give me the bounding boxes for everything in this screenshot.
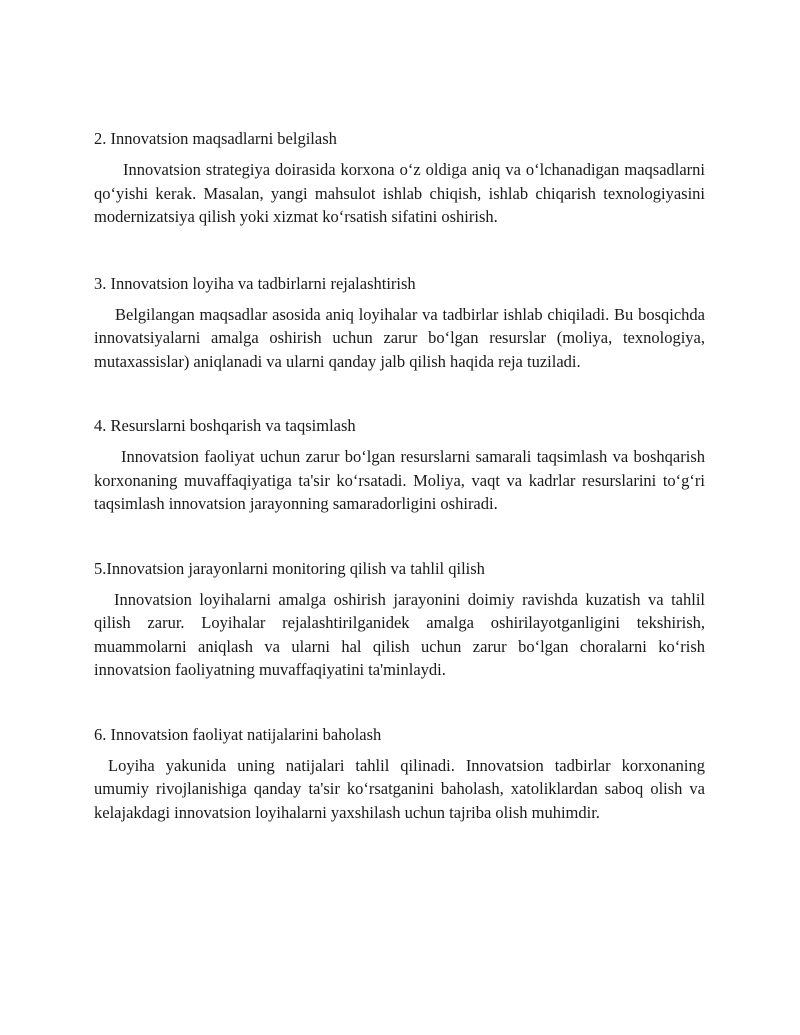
section-monitoring [94, 558, 705, 682]
section-paragraph: Innovatsion strategiya doirasida korxona o‘z oldiga aniq va o‘lchanadigan maqsadlarni qo‘yishi kerak. Masalan, yangi mahsulot ishlab chiqish, ishlab chiqarish texnologiyasini modernizatsiya qilish yoki xizmat ko‘rsatish sifatini oshirish. [94, 160, 705, 226]
section-innovation-goals [94, 128, 705, 229]
section-paragraph: Innovatsion faoliyat uchun zarur bo‘lgan resurslarni samarali taqsimlash va boshqarish korxonaning muvaffaqiyatiga ta'sir ko‘rsatadi. Moliya, vaqt va kadrlar resurslarini to‘g‘ri taqsimlash innovatsion jarayonning samaradorligini oshiradi. [94, 447, 705, 513]
section-paragraph: Innovatsion loyihalarni amalga oshirish jarayonini doimiy ravishda kuzatish va tahlil qilish zarur. Loyihalar rejalashtirilganidek amalga oshirilayotganligini tekshirish, muammolarni aniqlash va ularni hal qilish uchun zarur bo‘lgan choralarni ko‘rish innovatsion faoliyatning muvaffaqiyatini ta'minlaydi. [94, 589, 705, 679]
section-paragraph: Loyiha yakunida uning natijalari tahlil qilinadi. Innovatsion tadbirlar korxonaning umumiy rivojlanishiga qanday ta'sir ko‘rsatganini baholash, xatoliklardan saboq olish va kelajakdagi innovatsion loyihalarni yaxshilash uchun tajriba olish muhimdir. [94, 755, 705, 822]
section-paragraph: Belgilangan maqsadlar asosida aniq loyihalar va tadbirlar ishlab chiqiladi. Bu bosqichda innovatsiyalarni amalga oshirish uchun zarur bo‘lgan resurslar (moliya, texnologiya, mutaxassislar) aniqlanadi va ularni qanday jalb qilish haqida reja tuziladi. [94, 304, 705, 371]
section-heading: 5.Innovatsion jarayonlarni monitoring qilish va tahlil qilish [94, 558, 485, 578]
document-page [94, 128, 705, 824]
section-heading: 2. Innovatsion maqsadlarni belgilash [94, 129, 337, 148]
section-project-planning [94, 273, 705, 374]
section-evaluation [94, 724, 705, 825]
section-heading: 4. Resurslarni boshqarish va taqsimlash [94, 416, 356, 435]
section-heading: 6. Innovatsion faoliyat natijalarini baholash [94, 724, 382, 744]
section-resource-management [94, 415, 705, 516]
section-heading: 3. Innovatsion loyiha va tadbirlarni rejalashtirish [94, 273, 416, 293]
